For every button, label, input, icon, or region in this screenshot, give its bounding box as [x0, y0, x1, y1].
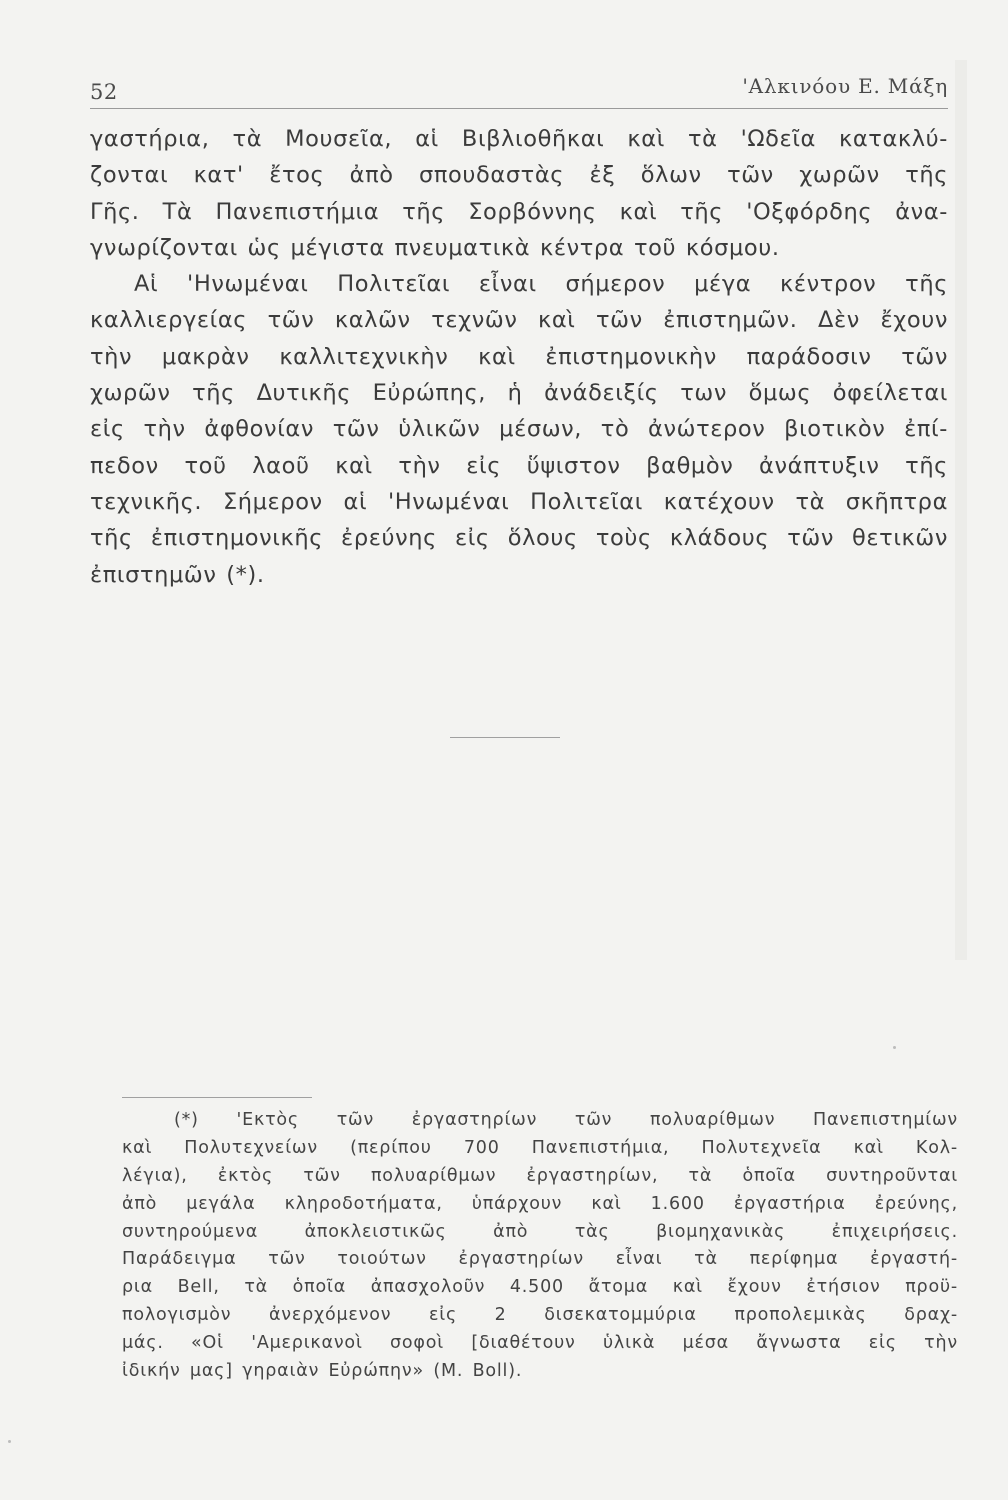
body-line: χωρῶν τῆς Δυτικῆς Εὐρώπης, ἡ ἀνάδειξίς των ὅμως ὀφείλεται — [90, 380, 948, 407]
footnote-line: Παράδειγμα τῶν τοιούτων ἐργαστηρίων εἶναι τὰ περίφημα ἐργαστή- — [122, 1249, 958, 1270]
running-head: 'Αλκινόου Ε. Μάξη — [742, 74, 948, 98]
body-line: τεχνικῆς. Σήμερον αἱ 'Ηνωμέναι Πολιτεῖαι κατέχουν τὰ σκῆπτρα — [90, 488, 948, 515]
footnote-line: μάς. «Οἱ 'Αμερικανοὶ σοφοὶ [διαθέτουν ὑλικὰ μέσα ἄγνωστα εἰς τὴν — [122, 1333, 958, 1354]
footnote-line: λέγια), ἐκτὸς τῶν πολυαρίθμων ἐργαστηρίων, τὰ ὁποῖα συντηροῦνται — [122, 1165, 958, 1186]
body-line: ἐπιστημῶν (*). — [90, 561, 265, 588]
body-line: πεδον τοῦ λαοῦ καὶ τὴν εἰς ὕψιστον βαθμὸν ἀνάπτυξιν τῆς — [90, 452, 948, 479]
body-line: καλλιεργείας τῶν καλῶν τεχνῶν καὶ τῶν ἐπιστημῶν. Δὲν ἔχουν — [90, 307, 948, 334]
footnote-rule — [122, 1097, 312, 1098]
page-header — [90, 68, 948, 108]
footnote-line: (*) 'Εκτὸς τῶν ἐργαστηρίων τῶν πολυαρίθμων Πανεπιστημίων — [174, 1110, 958, 1130]
page-number: 52 — [90, 80, 118, 104]
section-divider — [450, 737, 560, 738]
footnote-line: ρια Bell, τὰ ὁποῖα ἀπασχολοῦν 4.500 ἄτομα καὶ ἔχουν ἐτήσιον προϋ- — [122, 1277, 958, 1298]
footnote-line: καὶ Πολυτεχνείων (περίπου 700 Πανεπιστήμια, Πολυτεχνεῖα καὶ Κολ- — [122, 1137, 958, 1158]
header-rule — [90, 108, 948, 109]
footnote-line: ἰδικήν μας] γηραιὰν Εὐρώπην» (M. Boll). — [122, 1361, 523, 1382]
body-line: ζονται κατ' ἔτος ἀπὸ σπουδαστὰς ἐξ ὅλων τῶν χωρῶν τῆς — [90, 162, 948, 189]
paper-speck — [8, 1440, 11, 1443]
body-text — [90, 121, 948, 593]
body-line: τῆς ἐπιστημονικῆς ἐρεύνης εἰς ὅλους τοὺς κλάδους τῶν θετικῶν — [90, 525, 948, 552]
body-line: τὴν μακρὰν καλλιτεχνικὴν καὶ ἐπιστημονικὴν παράδοσιν τῶν — [90, 343, 948, 370]
scan-shadow — [955, 60, 967, 960]
body-line: γαστήρια, τὰ Μουσεῖα, αἱ Βιβλιοθῆκαι καὶ τὰ 'Ωδεῖα κατακλύ- — [90, 126, 948, 152]
footnote — [122, 1107, 958, 1386]
body-line: Γῆς. Τὰ Πανεπιστήμια τῆς Σορβόννης καὶ τῆς 'Οξφόρδης ἀνα- — [90, 198, 948, 225]
footnote-line: συντηρούμενα ἀποκλειστικῶς ἀπὸ τὰς βιομηχανικὰς ἐπιχειρήσεις. — [122, 1221, 958, 1242]
footnote-line: πολογισμὸν ἀνερχόμενον εἰς 2 δισεκατομμύρια προπολεμικὰς δραχ- — [122, 1305, 958, 1326]
body-line: Αἱ 'Ηνωμέναι Πολιτεῖαι εἶναι σήμερον μέγα κέντρον τῆς — [134, 271, 948, 298]
footnote-line: ἀπὸ μεγάλα κληροδοτήματα, ὑπάρχουν καὶ 1.600 ἐργαστήρια ἐρεύνης, — [122, 1193, 958, 1214]
body-line: εἰς τὴν ἀφθονίαν τῶν ὑλικῶν μέσων, τὸ ἀνώτερον βιοτικὸν ἐπί- — [90, 416, 948, 443]
body-line: γνωρίζονται ὡς μέγιστα πνευματικὰ κέντρα τοῦ κόσμου. — [90, 234, 780, 261]
paper-speck — [893, 1046, 896, 1049]
